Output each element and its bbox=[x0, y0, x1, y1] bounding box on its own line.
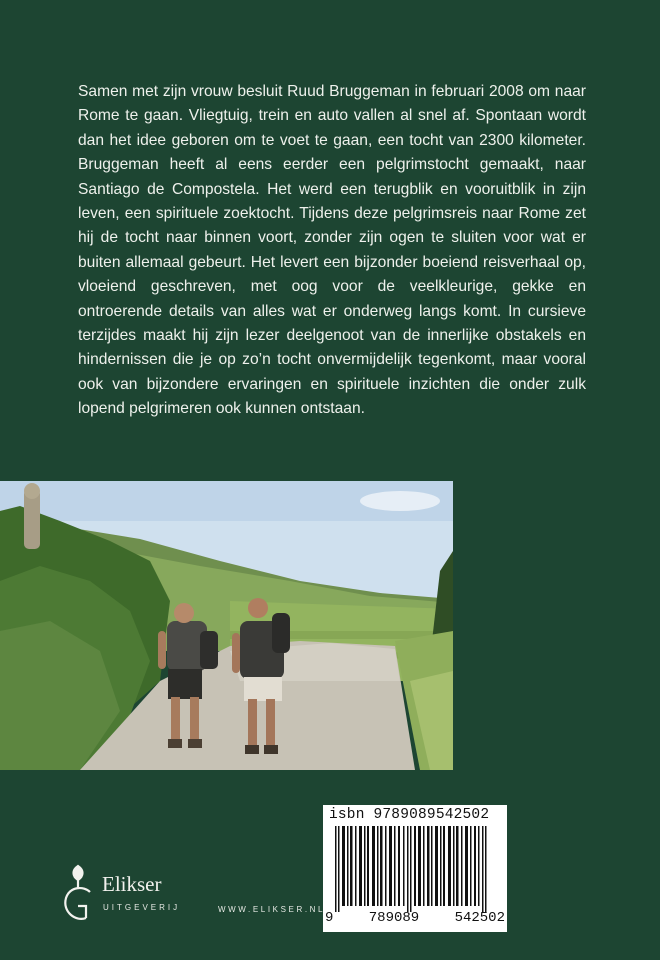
back-cover-blurb: Samen met zijn vrouw besluit Ruud Bruggeman in februari 2008 om naar Rome te gaan. Vliegtuig, trein en auto vallen al snel af. Spontaan wordt dan het idee geboren om te voet te gaan, een tocht van 2300 kilometer. Bruggeman heeft al eens eerder een pelgrimstocht gemaakt, naar Santiago de Compostela. Het werd een terugblik en vooruitblik in zijn leven, een spirituele zoektocht. Tijdens deze pelgrimsreis naar Rome zet hij de tocht naar binnen voort, zonder zijn ogen te sluiten voor wat er buiten allemaal gebeurt. Het levert een bijzonder boeiend reisverhaal op, vloeiend geschreven, met oog voor de veelkleurige, gekke en ontroerende details van alles wat er onderweg langs komt. In cursieve terzijdes maakt hij zijn lezer deelgenoot van de innerlijke obstakels en hindernissen die je op zo’n tocht onvermijdelijk tegenkomt, maar vooral ook van bijzondere ervaringen en spirituele inzichten die onder zulk lopend pelgrimeren ook kunnen ontstaan. bbox=[78, 83, 586, 418]
publisher-name: Elikser bbox=[102, 872, 162, 896]
cover-photo-pilgrims bbox=[0, 481, 453, 770]
elikser-emblem-icon bbox=[58, 858, 102, 928]
barcode-bars bbox=[335, 826, 495, 912]
publisher-website: WWW.ELIKSER.NL bbox=[218, 905, 326, 914]
isbn-barcode bbox=[323, 805, 507, 932]
isbn-label: isbn 9789089542502 bbox=[329, 807, 490, 823]
publisher-subtitle: UITGEVERIJ bbox=[103, 903, 181, 912]
isbn-digits-right: 542502 bbox=[454, 910, 505, 926]
isbn-digits-left: 789089 bbox=[368, 910, 420, 926]
isbn-digit-prefix: 9 bbox=[325, 910, 334, 926]
publisher-logo bbox=[58, 858, 208, 928]
isbn-digits bbox=[325, 910, 505, 926]
